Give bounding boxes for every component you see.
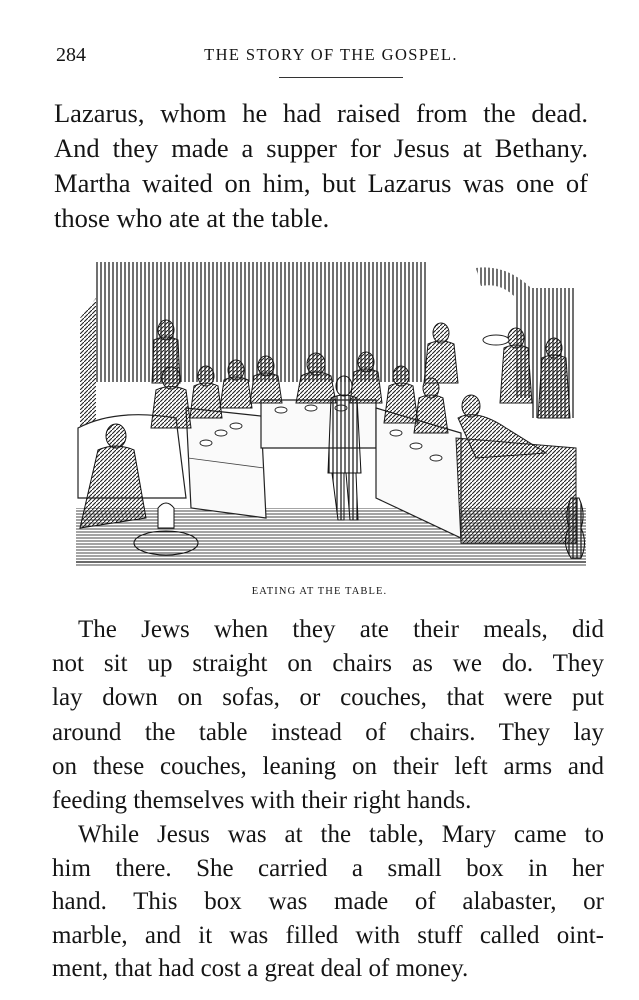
page-number: 284 [56, 44, 86, 66]
text-line: While Jesus was at the table, Mary came to [78, 821, 604, 848]
text-line: Martha waited on him, but Lazarus was one of [54, 168, 588, 198]
text-line: those who ate at the table. [54, 203, 330, 233]
text-line: ment, that had cost a great deal of money. [52, 955, 469, 983]
text-line: Lazarus, whom he had raised from the dead. [54, 98, 588, 128]
paragraph-1 [54, 96, 588, 236]
engraving-illustration [76, 258, 586, 572]
text-line: feeding themselves with their right hands. [52, 787, 472, 815]
text-line: on these couches, leaning on their left arms and [52, 752, 604, 780]
running-title: THE STORY OF THE GOSPEL. [204, 45, 458, 64]
text-line: lay down on sofas, or couches, that were put [52, 684, 604, 712]
text-line: hand. This box was made of alabaster, or [52, 888, 604, 916]
text-line: And they made a supper for Jesus at Bethany. [54, 133, 588, 163]
running-head [0, 44, 639, 70]
paragraph-2 [52, 613, 604, 818]
text-line: around the table instead of chairs. They lay [52, 718, 604, 746]
header-rule [279, 77, 403, 78]
text-line: not sit up straight on chairs as we do. They [52, 650, 604, 678]
paragraph-3 [52, 818, 604, 986]
figure-caption: EATING AT THE TABLE. [251, 586, 388, 597]
text-line: him there. She carried a small box in her [52, 854, 604, 882]
text-line: The Jews when they ate their meals, did [78, 616, 604, 643]
text-line: marble, and it was filled with stuff called oint- [52, 921, 604, 949]
